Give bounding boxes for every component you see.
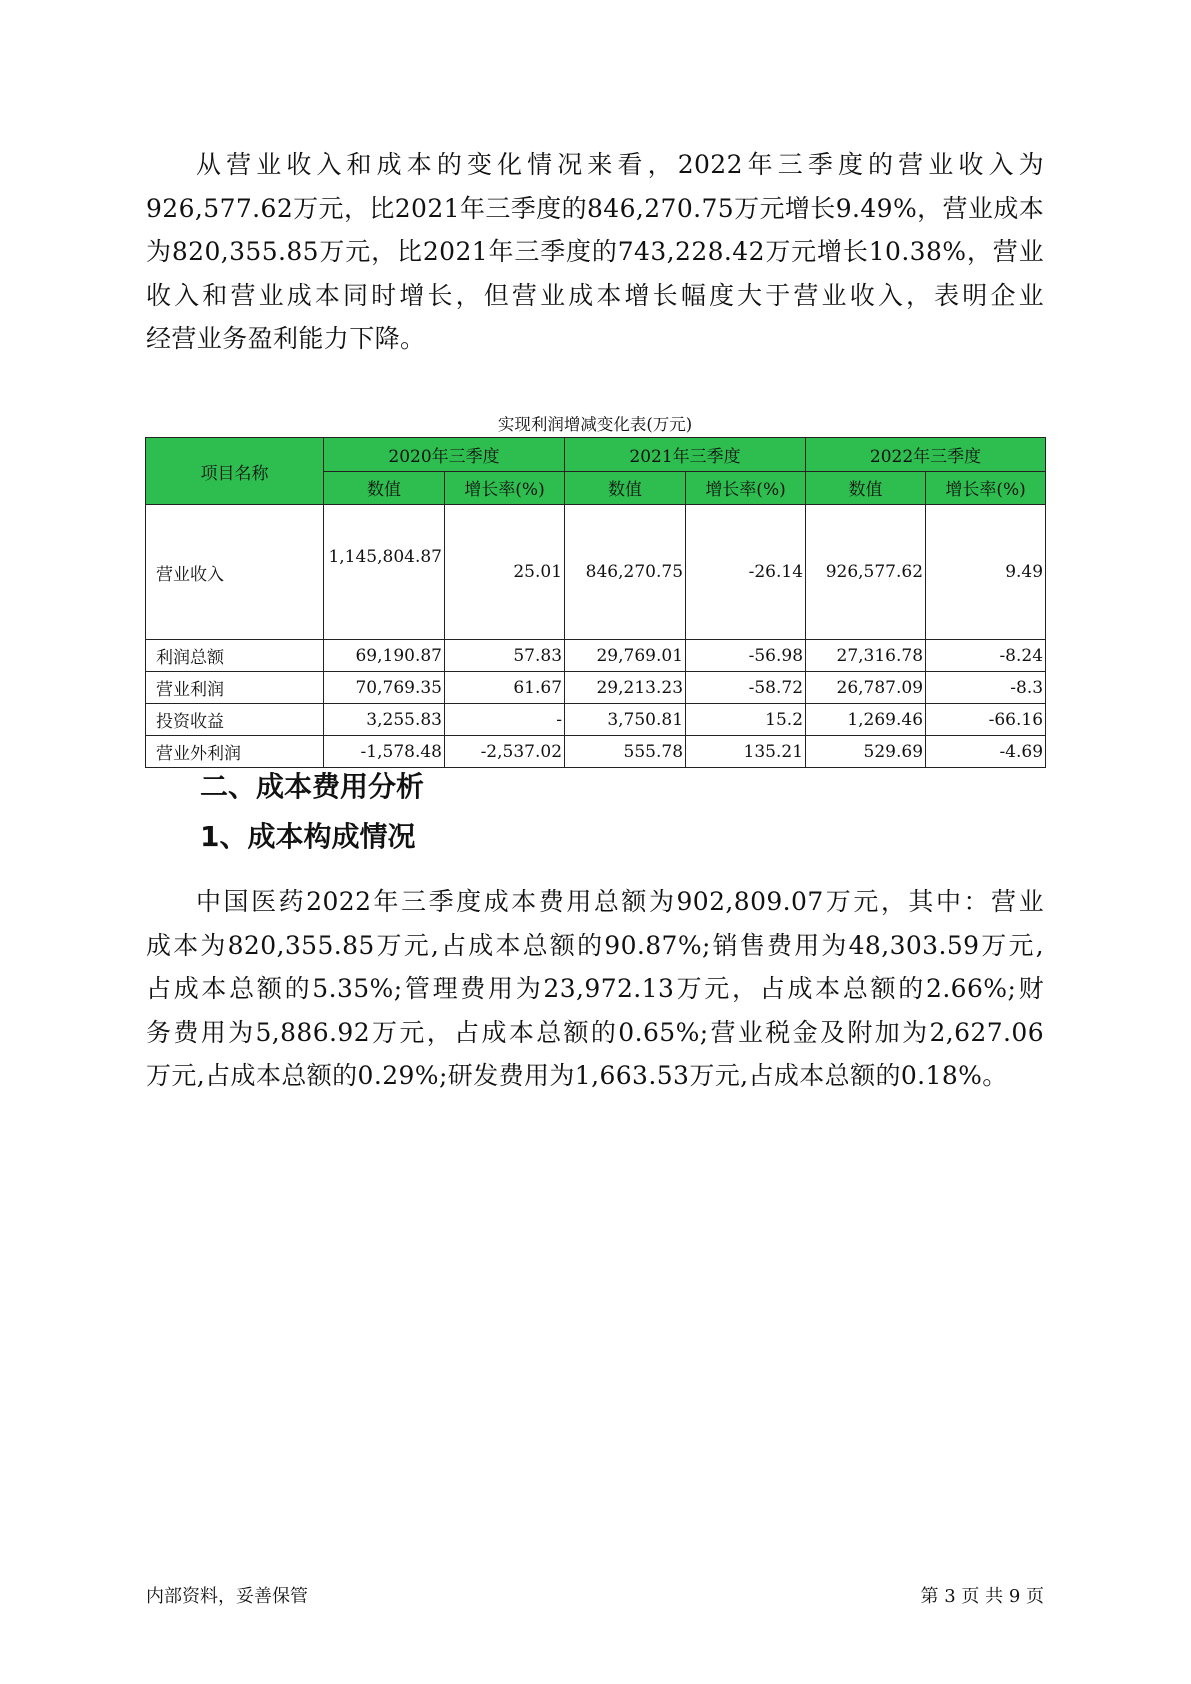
table-cell: 29,769.01	[565, 640, 686, 672]
period-header: 2020年三季度	[324, 438, 565, 472]
corner-header: 项目名称	[146, 438, 324, 505]
row-name: 营业外利润	[146, 736, 324, 768]
table-cell: -4.69	[926, 736, 1046, 768]
sub-header: 增长率(%)	[926, 471, 1046, 505]
row-name: 利润总额	[146, 640, 324, 672]
section-heading: 二、成本费用分析	[200, 770, 425, 803]
cost-line: 万元,占成本总额的0.29%;研发费用为1,663.53万元,占成本总额的0.18%。	[146, 1061, 1008, 1090]
table-cell: 555.78	[565, 736, 686, 768]
table-row	[146, 640, 1046, 672]
table-cell: 69,190.87	[324, 640, 445, 672]
table-cell: 61.67	[445, 672, 565, 704]
subsection-heading: 1、成本构成情况	[200, 820, 416, 853]
table-cell: 57.83	[445, 640, 565, 672]
table-cell: 29,213.23	[565, 672, 686, 704]
profit-change-table	[145, 437, 1046, 768]
table-cell: 25.01	[445, 505, 565, 640]
table-cell: 9.49	[926, 505, 1046, 640]
table-cell: 70,769.35	[324, 672, 445, 704]
table-cell: 26,787.09	[806, 672, 926, 704]
table-cell: 3,750.81	[565, 704, 686, 736]
sub-header: 增长率(%)	[445, 471, 565, 505]
table-cell: 926,577.62	[806, 505, 926, 640]
cost-line: 务费用为5,886.92万元，占成本总额的0.65%;营业税金及附加为2,627.06	[146, 1017, 1044, 1047]
row-name: 投资收益	[146, 704, 324, 736]
table-row	[146, 672, 1046, 704]
table-cell: 15.2	[686, 704, 806, 736]
table-cell: 846,270.75	[565, 505, 686, 640]
table-row	[146, 736, 1046, 768]
confidential-note: 内部资料，妥善保管	[146, 1586, 308, 1607]
period-header: 2022年三季度	[806, 438, 1046, 472]
table-cell: -58.72	[686, 672, 806, 704]
table-cell: -	[445, 704, 565, 736]
intro-line: 收入和营业成本同时增长，但营业成本增长幅度大于营业收入，表明企业	[146, 280, 1044, 310]
table-cell: -26.14	[686, 505, 806, 640]
table-cell: 135.21	[686, 736, 806, 768]
intro-line: 从营业收入和成本的变化情况来看，2022年三季度的营业收入为	[196, 150, 1044, 179]
row-name: 营业收入	[146, 505, 324, 640]
table-cell: -8.24	[926, 640, 1046, 672]
cost-line: 成本为820,355.85万元,占成本总额的90.87%;销售费用为48,303.59万元,	[146, 930, 1044, 960]
period-header: 2021年三季度	[565, 438, 806, 472]
table-row	[146, 704, 1046, 736]
intro-line: 926,577.62万元，比2021年三季度的846,270.75万元增长9.49%，营业成本	[146, 193, 1045, 223]
table-cell: -1,578.48	[324, 736, 445, 768]
table-cell: -2,537.02	[445, 736, 565, 768]
cost-line: 占成本总额的5.35%;管理费用为23,972.13万元，占成本总额的2.66%;财	[146, 974, 1044, 1003]
cost-line: 中国医药2022年三季度成本费用总额为902,809.07万元，其中：营业	[196, 887, 1044, 916]
table-cell: -8.3	[926, 672, 1046, 704]
table-cell: 1,145,804.87	[324, 505, 445, 640]
row-name: 营业利润	[146, 672, 324, 704]
sub-header: 增长率(%)	[686, 471, 806, 505]
table-cell: 27,316.78	[806, 640, 926, 672]
intro-line: 为820,355.85万元，比2021年三季度的743,228.42万元增长10.38%，营业	[146, 237, 1044, 266]
intro-paragraph	[146, 143, 1044, 361]
sub-header: 数值	[565, 471, 686, 505]
sub-header: 数值	[806, 471, 926, 505]
intro-line: 经营业务盈利能力下降。	[146, 324, 426, 353]
table-cell: -66.16	[926, 704, 1046, 736]
table-row	[146, 505, 1046, 640]
table-cell: 529.69	[806, 736, 926, 768]
cost-paragraph	[146, 880, 1044, 1098]
table-cell: 3,255.83	[324, 704, 445, 736]
table-cell: -56.98	[686, 640, 806, 672]
page-number: 第 3 页 共 9 页	[920, 1586, 1044, 1607]
table-cell: 1,269.46	[806, 704, 926, 736]
table-header-row	[146, 438, 1046, 472]
table-caption: 实现利润增减变化表(万元)	[497, 415, 693, 434]
sub-header: 数值	[324, 471, 445, 505]
